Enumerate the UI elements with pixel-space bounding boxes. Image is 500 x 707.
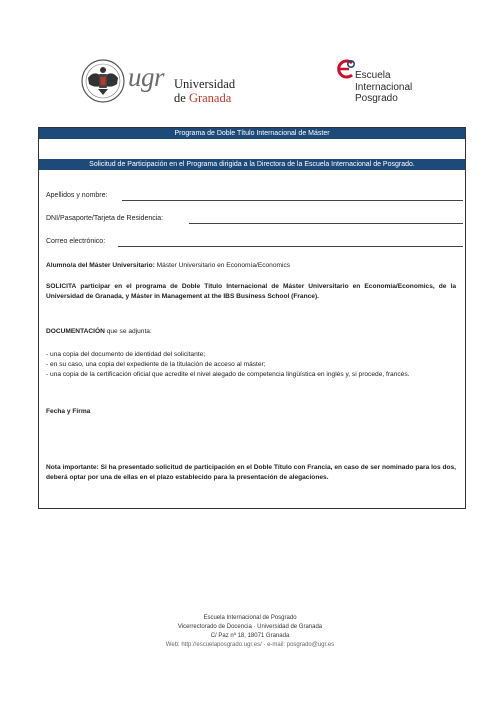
documentacion-label: DOCUMENTACIÓN	[46, 328, 105, 335]
school-line1: Escuela	[355, 70, 391, 81]
alumno-value: Máster Universitario en Economía/Economics	[156, 262, 291, 269]
school-line3: Posgrado	[355, 93, 398, 104]
footer-line3: C/ Paz nº 18, 18071 Granada	[210, 633, 290, 639]
dni-field[interactable]	[189, 223, 463, 224]
footer-line1: Escuela Internacional de Posgrado	[203, 615, 297, 621]
alumno-label: Alumno/a del Máster Universitario:	[46, 262, 155, 269]
dni-label: DNI/Pasaporte/Tarjeta de Residencia:	[46, 215, 164, 222]
ugr-logo	[80, 56, 250, 108]
apellidos-row	[46, 192, 107, 199]
application-form	[38, 127, 466, 509]
university-line2-granada: Granada	[188, 91, 232, 105]
dni-row	[46, 215, 163, 222]
apellidos-label: Apellidos y nombre:	[46, 192, 108, 199]
nota-importante	[46, 463, 456, 483]
documents-list	[46, 350, 460, 380]
document-item: - una copia de la certificación oficial que acredite el nivel alegado de competencia lingüística en inglés y, si procede, francés.	[46, 371, 410, 378]
university-line2-de: de	[174, 91, 186, 105]
ugr-coat-of-arms-icon	[80, 58, 126, 104]
document-item: - en su caso, una copia del expediente de la titulación de acceso al máster;	[46, 361, 266, 368]
fecha-firma-label: Fecha y Firma	[46, 408, 91, 415]
ugr-wordmark: ugr	[128, 62, 165, 92]
nota-text: Si ha presentado solicitud de participación en el Doble Título con Francia, en caso de ser nominado para los dos, deberá optar por una de ellas en el plazo establecido para la presentación de alegaciones.	[46, 464, 456, 481]
eip-logo	[334, 58, 454, 110]
document-item: - una copia del documento de identidad del solicitante;	[46, 351, 206, 358]
school-line2: Internacional	[355, 81, 413, 93]
university-name	[174, 77, 235, 105]
alumno-row	[46, 261, 456, 271]
footer-web[interactable]: Web: http://escuelaposgrado.ugr.es/ · e-mail: posgrado@ugr.es	[165, 642, 335, 648]
solicita-label: SOLICITA	[46, 283, 77, 290]
solicita-text: participar en el programa de Doble Título Internacional de Máster Universitario en Economía/Economics, de la Universidad de Granada, y Máster in Management at the IBS Business School (France).	[46, 283, 456, 300]
form-subtitle: Solicitud de Participación en el Programa dirigida a la Directora de la Escuela Internacional de Posgrado.	[39, 159, 465, 170]
eip-logo-icon	[334, 58, 356, 80]
solicita-paragraph	[46, 282, 456, 302]
university-line1: Universidad	[174, 77, 236, 91]
nota-label: Nota importante:	[46, 464, 99, 471]
school-name	[355, 70, 412, 105]
correo-row	[46, 238, 105, 245]
documentacion-suffix: que se adjunta:	[106, 328, 152, 335]
documentacion-heading	[46, 327, 456, 337]
footer-line2: Vicerrectorado de Docencia · Universidad de Granada	[177, 624, 323, 630]
correo-label: Correo electrónico:	[46, 238, 106, 245]
form-title: Programa de Doble Título Internacional de Máster	[39, 128, 465, 139]
apellidos-field[interactable]	[122, 200, 463, 201]
correo-field[interactable]	[118, 246, 463, 247]
page-footer	[100, 614, 400, 650]
